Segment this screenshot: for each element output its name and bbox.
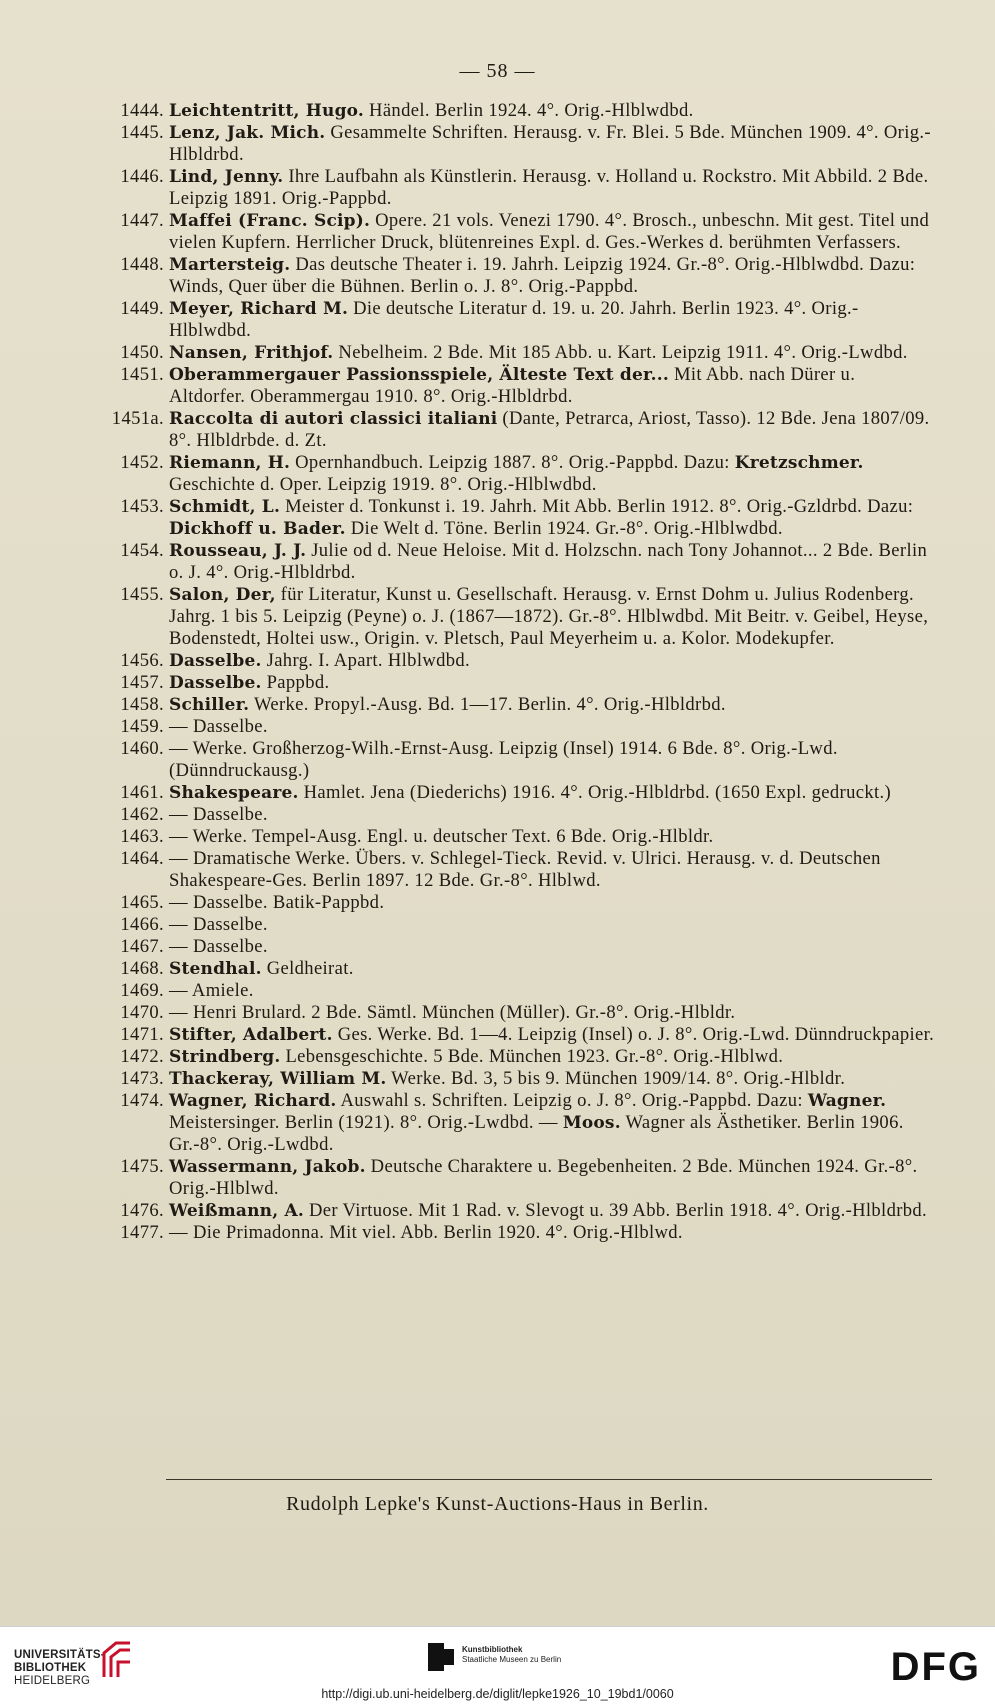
entry-description: Geldheirat. xyxy=(261,958,354,979)
entry-author: Wagner, Richard. xyxy=(169,1091,337,1111)
entry-number: 1476. xyxy=(120,1200,164,1221)
entry-number: 1464. xyxy=(120,848,164,869)
entry-description: Das deutsche Theater i. 19. Jahrh. Leipzig 1924. Gr.-8°. Orig.-Hlblwdbd. Dazu: Winds, Quer über die Bühnen. Berlin o. J. 8°. Orig.-Pappbd. xyxy=(169,254,916,297)
entry-description: — Dasselbe. Batik-Pappbd. xyxy=(169,892,385,913)
page-number: — 58 — xyxy=(459,60,536,82)
entry-description: Meistersinger. Berlin (1921). 8°. Orig.-Lwdbd. — xyxy=(169,1112,563,1133)
entry-description: für Literatur, Kunst u. Gesellschaft. Herausg. v. Ernst Dohm u. Julius Rodenberg. Jahrg. 1 bis 5. Leipzig (Peyne) o. J. (1867—1872). Gr.-8°. Hlblwdbd. Mit Beitr. v. Geibel, Heyse, Bodenstedt, Holtei usw., Origin. v. Pletsch, Paul Meyerheim u. a. Kolor. Modekupfer. xyxy=(169,584,929,649)
entry-author: Schiller. xyxy=(169,695,250,715)
entry-description: Händel. Berlin 1924. 4°. Orig.-Hlblwdbd. xyxy=(364,100,694,121)
kb-title: Kunstbibliothek xyxy=(462,1645,523,1654)
kb-subtitle: Staatliche Museen zu Berlin xyxy=(462,1655,562,1664)
catalog-entry xyxy=(90,958,935,980)
dfg-logo[interactable]: DFG xyxy=(890,1645,981,1689)
entry-description: — Die Primadonna. Mit viel. Abb. Berlin 1920. 4°. Orig.-Hlblwd. xyxy=(169,1222,683,1243)
university-library-logo[interactable] xyxy=(14,1649,105,1688)
entry-description: Nebelheim. 2 Bde. Mit 185 Abb. u. Kart. Leipzig 1911. 4°. Orig.-Lwdbd. xyxy=(333,342,908,363)
kunstbibliothek-label[interactable] xyxy=(462,1645,561,1665)
entry-author: Strindberg. xyxy=(169,1047,281,1067)
entry-number: 1471. xyxy=(120,1024,164,1045)
catalog-entry xyxy=(90,936,935,958)
entry-description: — Henri Brulard. 2 Bde. Sämtl. München (Müller). Gr.-8°. Orig.-Hlbldr. xyxy=(169,1002,736,1023)
catalog-entry xyxy=(90,672,935,694)
entry-number: 1466. xyxy=(120,914,164,935)
entry-number: 1477. xyxy=(120,1222,164,1243)
entry-description: — Dasselbe. xyxy=(169,804,268,825)
entry-number: 1451. xyxy=(120,364,164,385)
entry-author: Martersteig. xyxy=(169,255,291,275)
entry-description: Ihre Laufbahn als Künstlerin. Herausg. v. Holland u. Rockstro. Mit Abbild. 2 Bde. Leipzig 1891. Orig.-Pappbd. xyxy=(169,166,929,209)
entry-description: Jahrg. I. Apart. Hlblwdbd. xyxy=(261,650,471,671)
entry-author: Riemann, H. xyxy=(169,453,291,473)
catalog-entry xyxy=(90,1068,935,1090)
catalog-entry xyxy=(90,1090,935,1156)
entry-description: Opernhandbuch. Leipzig 1887. 8°. Orig.-Pappbd. Dazu: xyxy=(290,452,735,473)
catalog-entry xyxy=(90,892,935,914)
entry-author: Leichtentritt, Hugo. xyxy=(169,101,365,121)
entry-number: 1467. xyxy=(120,936,164,957)
entry-number: 1449. xyxy=(120,298,164,319)
entry-description: Werke. Propyl.-Ausg. Bd. 1—17. Berlin. 4°. Orig.-Hlbldrbd. xyxy=(249,694,726,715)
entry-number: 1475. xyxy=(120,1156,164,1177)
entry-number: 1474. xyxy=(120,1090,164,1111)
entry-description: Geschichte d. Oper. Leipzig 1919. 8°. Orig.-Hlblwdbd. xyxy=(169,474,597,495)
entry-number: 1450. xyxy=(120,342,164,363)
catalog-entry xyxy=(90,1222,935,1244)
uni-line-1: UNIVERSITÄTS- xyxy=(14,1649,105,1661)
entry-description: — Dasselbe. xyxy=(169,914,268,935)
catalog-entry xyxy=(90,254,935,298)
entry-number: 1448. xyxy=(120,254,164,275)
catalog-entry xyxy=(90,804,935,826)
entry-author: Dickhoff u. Bader. xyxy=(169,519,346,539)
entry-author: Stendhal. xyxy=(169,959,262,979)
entry-number: 1452. xyxy=(120,452,164,473)
catalog-entry xyxy=(90,342,935,364)
catalog-entry xyxy=(90,694,935,716)
uni-line-3: HEIDELBERG xyxy=(14,1675,91,1687)
uni-line-2: BIBLIOTHEK xyxy=(14,1662,87,1674)
entry-description: Die Welt d. Töne. Berlin 1924. Gr.-8°. Orig.-Hlblwdbd. xyxy=(345,518,783,539)
entry-description: Opere. 21 vols. Venezi 1790. 4°. Brosch., unbeschn. Mit gest. Titel und vielen Kupfern. Herrlicher Druck, blütenreines Expl. d. Ges.-Werkes d. berühmten Verfassers. xyxy=(169,210,930,253)
entry-description: Wagner als Ästhetiker. Berlin 1906. Gr.-8°. Orig.-Lwdbd. xyxy=(169,1112,904,1155)
catalog-entry xyxy=(90,980,935,1002)
catalog-entry xyxy=(90,122,935,166)
catalog-entry xyxy=(90,848,935,892)
entry-author: Lenz, Jak. Mich. xyxy=(169,123,326,143)
entry-description: Auswahl s. Schriften. Leipzig o. J. 8°. Orig.-Pappbd. Dazu: xyxy=(336,1090,808,1111)
catalog-entry xyxy=(90,1200,935,1222)
university-emblem-icon xyxy=(100,1639,134,1679)
entry-number: 1470. xyxy=(120,1002,164,1023)
entry-author: Moos. xyxy=(562,1113,621,1133)
entry-description: — Dramatische Werke. Übers. v. Schlegel-Tieck. Revid. v. Ulrici. Herausg. v. d. Deutschen Shakespeare-Ges. Berlin 1897. 12 Bde. Gr.-8°. Hlblwd. xyxy=(169,848,881,891)
catalog-entry xyxy=(90,826,935,848)
catalog-entry xyxy=(90,540,935,584)
entry-number: 1472. xyxy=(120,1046,164,1067)
entry-number: 1458. xyxy=(120,694,164,715)
catalog-entry xyxy=(90,914,935,936)
entry-number: 1468. xyxy=(120,958,164,979)
entry-number: 1445. xyxy=(120,122,164,143)
entry-description: Meister d. Tonkunst i. 19. Jahrh. Mit Abb. Berlin 1912. 8°. Orig.-Gzldrbd. Dazu: xyxy=(280,496,914,517)
entry-author: Salon, Der, xyxy=(169,585,276,605)
entry-author: Nansen, Frithjof. xyxy=(169,343,334,363)
entry-number: 1465. xyxy=(120,892,164,913)
entry-description: Lebensgeschichte. 5 Bde. München 1923. Gr.-8°. Orig.-Hlblwd. xyxy=(280,1046,784,1067)
entry-author: Thackeray, William M. xyxy=(169,1069,387,1089)
entry-author: Weißmann, A. xyxy=(169,1201,304,1221)
entry-number: 1451a. xyxy=(111,408,164,429)
catalog-entry xyxy=(90,166,935,210)
entry-author: Lind, Jenny. xyxy=(169,167,284,187)
entry-number: 1456. xyxy=(120,650,164,671)
entry-description: — Werke. Tempel-Ausg. Engl. u. deutscher Text. 6 Bde. Orig.-Hlbldr. xyxy=(169,826,714,847)
entry-description: Mit Abb. nach Dürer u. Altdorfer. Oberammergau 1910. 8°. Orig.-Hlbldrbd. xyxy=(169,364,856,407)
entry-author: Wagner. xyxy=(807,1091,887,1111)
entry-number: 1455. xyxy=(120,584,164,605)
entry-description: Die deutsche Literatur d. 19. u. 20. Jahrh. Berlin 1923. 4°. Orig.-Hlblwdbd. xyxy=(169,298,859,341)
entry-description: Julie od d. Neue Heloise. Mit d. Holzschn. nach Tony Johannot... 2 Bde. Berlin o. J. 4°. Orig.-Hlbldrbd. xyxy=(169,540,928,583)
entry-description: Der Virtuose. Mit 1 Rad. v. Slevogt u. 39 Abb. Berlin 1918. 4°. Orig.-Hlbldrbd. xyxy=(303,1200,928,1221)
entry-number: 1459. xyxy=(120,716,164,737)
entry-description: (Dante, Petrarca, Ariost, Tasso). 12 Bde. Jena 1807/09. 8°. Hlbldrbde. d. Zt. xyxy=(169,408,930,451)
entry-description: — Dasselbe. xyxy=(169,936,268,957)
entry-description: — Amiele. xyxy=(169,980,254,1001)
entry-description: Werke. Bd. 3, 5 bis 9. München 1909/14. 8°. Orig.-Hlbldr. xyxy=(386,1068,846,1089)
entry-author: Rousseau, J. J. xyxy=(169,541,307,561)
entry-author: Raccolta di autori classici italiani xyxy=(169,409,498,429)
catalog-entry xyxy=(90,364,935,408)
entry-number: 1469. xyxy=(120,980,164,1001)
entry-number: 1457. xyxy=(120,672,164,693)
entry-number: 1453. xyxy=(120,496,164,517)
entry-number: 1461. xyxy=(120,782,164,803)
entry-description: Gesammelte Schriften. Herausg. v. Fr. Blei. 5 Bde. München 1909. 4°. Orig.-Hlbldrbd. xyxy=(169,122,931,165)
entry-author: Kretzschmer. xyxy=(734,453,864,473)
entry-author: Stifter, Adalbert. xyxy=(169,1025,333,1045)
entry-number: 1460. xyxy=(120,738,164,759)
catalog-entry xyxy=(90,1002,935,1024)
entry-number: 1446. xyxy=(120,166,164,187)
kunstbibliothek-logo-icon xyxy=(426,1641,456,1673)
entry-author: Shakespeare. xyxy=(169,783,299,803)
entry-author: Dasselbe. xyxy=(169,651,262,671)
entry-number: 1444. xyxy=(120,100,164,121)
entry-author: Maffei (Franc. Scip). xyxy=(169,211,371,231)
catalog-entry xyxy=(90,100,935,122)
entry-author: Oberammergauer Passionsspiele, Älteste Text der... xyxy=(169,365,669,385)
catalog-entry xyxy=(90,210,935,254)
catalog-entry xyxy=(90,452,935,496)
entry-author: Wassermann, Jakob. xyxy=(169,1157,366,1177)
digitization-bar xyxy=(0,1626,995,1704)
catalog-entry xyxy=(90,650,935,672)
entry-number: 1463. xyxy=(120,826,164,847)
entry-description: — Dasselbe. xyxy=(169,716,268,737)
entry-description: Deutsche Charaktere u. Begebenheiten. 2 Bde. München 1924. Gr.-8°. Orig.-Hlblwd. xyxy=(169,1156,918,1199)
entry-description: Ges. Werke. Bd. 1—4. Leipzig (Insel) o. J. 8°. Orig.-Lwd. Dünndruckpapier. xyxy=(332,1024,935,1045)
catalog-entry xyxy=(90,408,935,452)
entry-author: Schmidt, L. xyxy=(169,497,281,517)
catalog-entry xyxy=(90,716,935,738)
entry-author: Meyer, Richard M. xyxy=(169,299,349,319)
footer-rule xyxy=(166,1479,932,1480)
catalog-entry xyxy=(90,1046,935,1068)
catalog-entries xyxy=(90,100,935,1244)
entry-description: — Werke. Großherzog-Wilh.-Ernst-Ausg. Leipzig (Insel) 1914. 6 Bde. 8°. Orig.-Lwd. (Dünndruckausg.) xyxy=(169,738,838,781)
catalog-entry xyxy=(90,782,935,804)
entry-number: 1447. xyxy=(120,210,164,231)
catalog-entry xyxy=(90,496,935,540)
entry-description: Pappbd. xyxy=(261,672,330,693)
entry-number: 1454. xyxy=(120,540,164,561)
catalog-entry xyxy=(90,298,935,342)
catalog-entry xyxy=(90,1156,935,1200)
entry-number: 1462. xyxy=(120,804,164,825)
entry-number: 1473. xyxy=(120,1068,164,1089)
permalink-url[interactable]: http://digi.ub.uni-heidelberg.de/diglit/lepke1926_10_19bd1/0060 xyxy=(321,1687,674,1701)
catalog-entry xyxy=(90,738,935,782)
entry-author: Dasselbe. xyxy=(169,673,262,693)
entry-description: Hamlet. Jena (Diederichs) 1916. 4°. Orig.-Hlbldrbd. (1650 Expl. gedruckt.) xyxy=(298,782,892,803)
publisher-footer: Rudolph Lepke's Kunst-Auctions-Haus in Berlin. xyxy=(286,1493,709,1515)
catalog-entry xyxy=(90,1024,935,1046)
catalog-entry xyxy=(90,584,935,650)
